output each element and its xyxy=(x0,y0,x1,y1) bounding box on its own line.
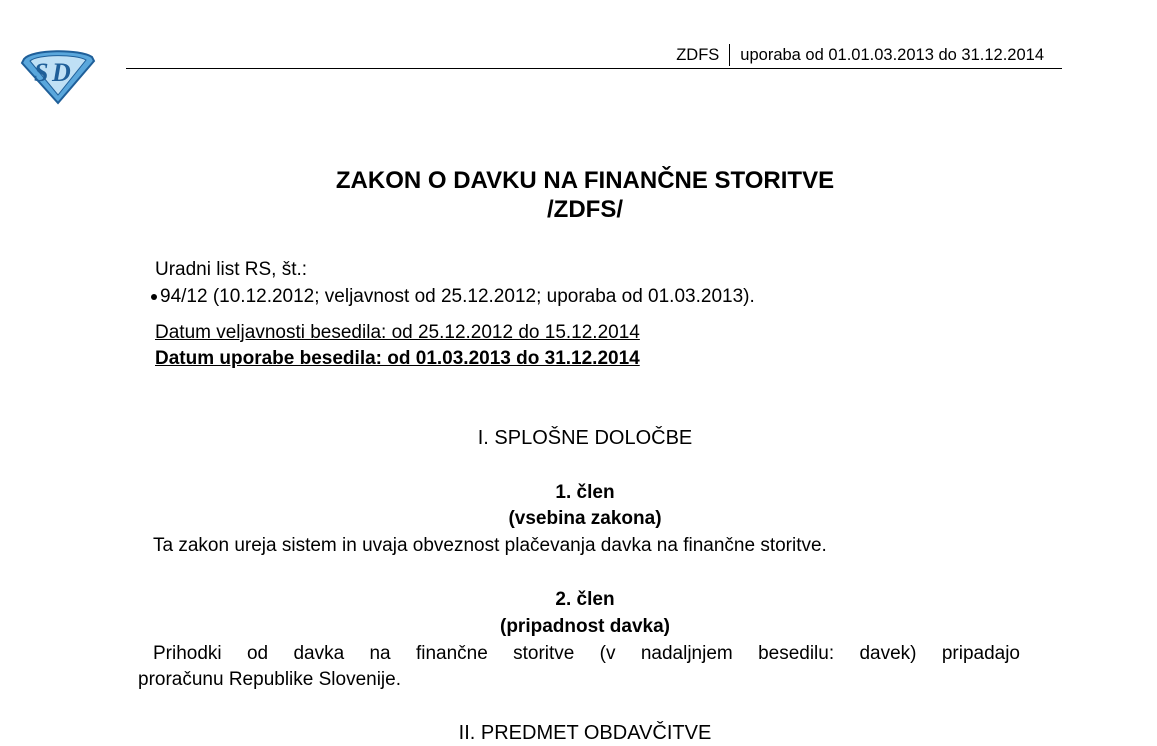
chapter-heading: II. PREDMET OBDAVČITVE xyxy=(458,722,712,744)
title-main: ZAKON O DAVKU NA FINANČNE STORITVE xyxy=(335,167,835,194)
header-info xyxy=(676,44,1044,66)
gazette-entry xyxy=(151,283,755,310)
article-subject: (vsebina zakona) xyxy=(508,508,662,529)
article-text: Ta zakon ureja sistem in uvaja obveznost plačevanja davka na finančne storitve. xyxy=(153,535,827,556)
article-subject: (pripadnost davka) xyxy=(500,616,670,637)
header-usage-period: uporaba od 01.01.03.2013 do 31.12.2014 xyxy=(740,46,1044,64)
document-title xyxy=(0,166,1157,224)
article-number: 1. člen xyxy=(555,482,615,503)
chapter-heading: I. SPLOŠNE DOLOČBE xyxy=(477,427,693,449)
header-separator xyxy=(729,44,730,66)
article-text-line: Prihodki od davka na finančne storitve (v nadaljnjem besedilu: davek) pripadajo xyxy=(153,643,1020,664)
header-law-code: ZDFS xyxy=(676,46,720,64)
gazette-block xyxy=(155,256,755,310)
title-abbreviation: /ZDFS/ xyxy=(547,196,623,223)
bullet-icon xyxy=(151,294,157,300)
svg-text:S: S xyxy=(34,58,49,87)
sd-logo-icon xyxy=(20,45,96,105)
article-number: 2. člen xyxy=(555,589,615,610)
document-header xyxy=(126,44,1062,69)
article-text-line: proračunu Republike Slovenije. xyxy=(138,669,401,690)
gazette-label: Uradni list RS, št.: xyxy=(155,259,308,280)
text-usage-date: Datum uporabe besedila: od 01.03.2013 do 31.12.2014 xyxy=(155,348,640,369)
text-validity-date: Datum veljavnosti besedila: od 25.12.2012 do 15.12.2014 xyxy=(155,322,640,343)
validity-block xyxy=(155,320,640,372)
gazette-entry-text: 94/12 (10.12.2012; veljavnost od 25.12.2012; uporaba od 01.03.2013). xyxy=(160,286,755,307)
svg-text:D: D xyxy=(52,58,71,87)
